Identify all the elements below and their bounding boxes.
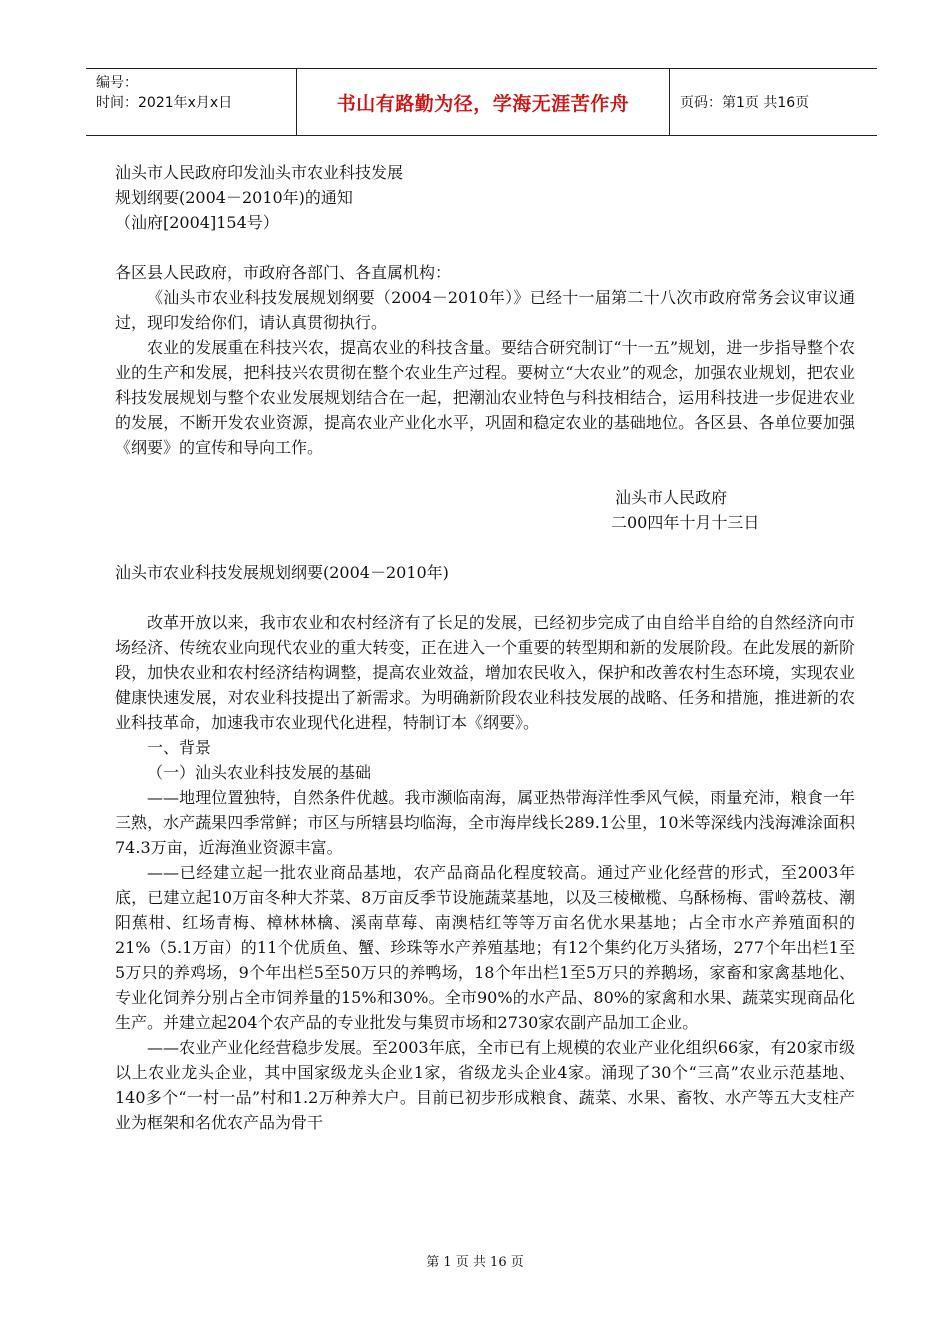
paragraph-6: ——农业产业化经营稳步发展。至2003年底，全市已有上规模的农业产业化组织66家，有20家市级以上农业龙头企业，其中国家级龙头企业1家，省级龙头企业4家。涌现了30个“三高”农业示范基地、140多个“一村一品”村和1.2万种养大户。目前已初步形成粮食、蔬菜、水果、畜牧、水产等五大支柱产业为框架和名优农产品为骨干	[115, 1038, 855, 1132]
subsection-heading: （一）汕头农业科技发展的基础	[147, 763, 372, 782]
paragraph-5: ——已经建立起一批农业商品基地，农产品商品化程度较高。通过产业化经营的形式，至2003年底，已建立起10万亩冬种大芥菜、8万亩反季节设施蔬菜基地，以及三棱橄榄、乌酥杨梅、雷岭荔枝、潮阳蕉柑、红场青梅、樟林林檎、溪南草莓、南澳桔红等等万亩名优水果基地；占全市水产养殖面积的21%（5.1万亩）的11个优质鱼、蟹、珍珠等水产养殖基地；有12个集约化万头猪场，277个年出栏1至5万只的养鸡场，9个年出栏5至50万只的养鸭场，18个年出栏1至5万只的养鹅场，家畜和家禽基地化、专业化饲养分别占全市饲养量的15%和30%。全市90%的水产品、80%的家禽和水果、蔬菜实现商品化生产。并建立起204个农产品的专业批发与集贸市场和2730家农副产品加工企业。	[115, 863, 855, 1032]
page-footer: 第 1 页 共 16 页	[426, 1255, 524, 1270]
paragraph-2: 农业的发展重在科技兴农，提高农业的科技含量。要结合研究制订“十一五”规划，进一步指导整个农业的生产和发展，把科技兴农贯彻在整个农业生产过程。要树立“大农业”的观念，加强农业规划，把农业科技发展规划与整个农业发展规划结合在一起，把潮汕农业特色与科技相结合，运用科技进一步促进农业的发展，不断开发农业资源，提高农业产业化水平，巩固和稳定农业的基础地位。各区县、各单位要加强《纲要》的宣传和导向工作。	[115, 338, 855, 457]
page-info: 页码：第1页 共16页	[670, 69, 878, 136]
section-heading: 一、背景	[147, 738, 212, 757]
signature: 汕头市人民政府	[615, 488, 728, 507]
number-label: 编号：	[96, 75, 138, 91]
header-slogan-cell	[297, 69, 670, 136]
document-body	[115, 160, 855, 1135]
title-line-2: 规划纲要(2004－2010年)的通知	[115, 188, 353, 207]
document-header	[86, 68, 877, 136]
salutation: 各区县人民政府，市政府各部门、各直属机构：	[115, 263, 452, 282]
time-label: 时间：2021年x月x日	[96, 95, 233, 111]
document-number: （汕府[2004]154号）	[115, 213, 279, 232]
paragraph-1: 《汕头市农业科技发展规划纲要（2004－2010年）》已经十一届第二十八次市政府常务会议审议通过，现印发给你们，请认真贯彻执行。	[115, 288, 855, 332]
paragraph-3: 改革开放以来，我市农业和农村经济有了长足的发展，已经初步完成了由自给半自给的自然经济向市场经济、传统农业向现代农业的重大转变，正在进入一个重要的转型期和新的发展阶段。在此发展的新阶段，加快农业和农村经济结构调整，提高农业效益，增加农民收入，保护和改善农村生态环境，实现农业健康快速发展，对农业科技提出了新需求。为明确新阶段农业科技发展的战略、任务和措施，推进新的农业科技革命，加速我市农业现代化进程，特制订本《纲要》。	[115, 613, 855, 732]
header-meta	[86, 69, 297, 136]
paragraph-4: ——地理位置独特，自然条件优越。我市濒临南海，属亚热带海洋性季风气候，雨量充沛，粮食一年三熟，水产蔬果四季常鲜；市区与所辖县均临海，全市海岸线长289.1公里，10米等深线内浅海滩涂面积74.3万亩，近海渔业资源丰富。	[115, 788, 855, 857]
signature-date: 二00四年十月十三日	[611, 513, 760, 532]
slogan: 书山有路勤为径，学海无涯苦作舟	[336, 92, 630, 115]
outline-title: 汕头市农业科技发展规划纲要(2004－2010年)	[115, 563, 449, 582]
title-line-1: 汕头市人民政府印发汕头市农业科技发展	[115, 163, 404, 182]
